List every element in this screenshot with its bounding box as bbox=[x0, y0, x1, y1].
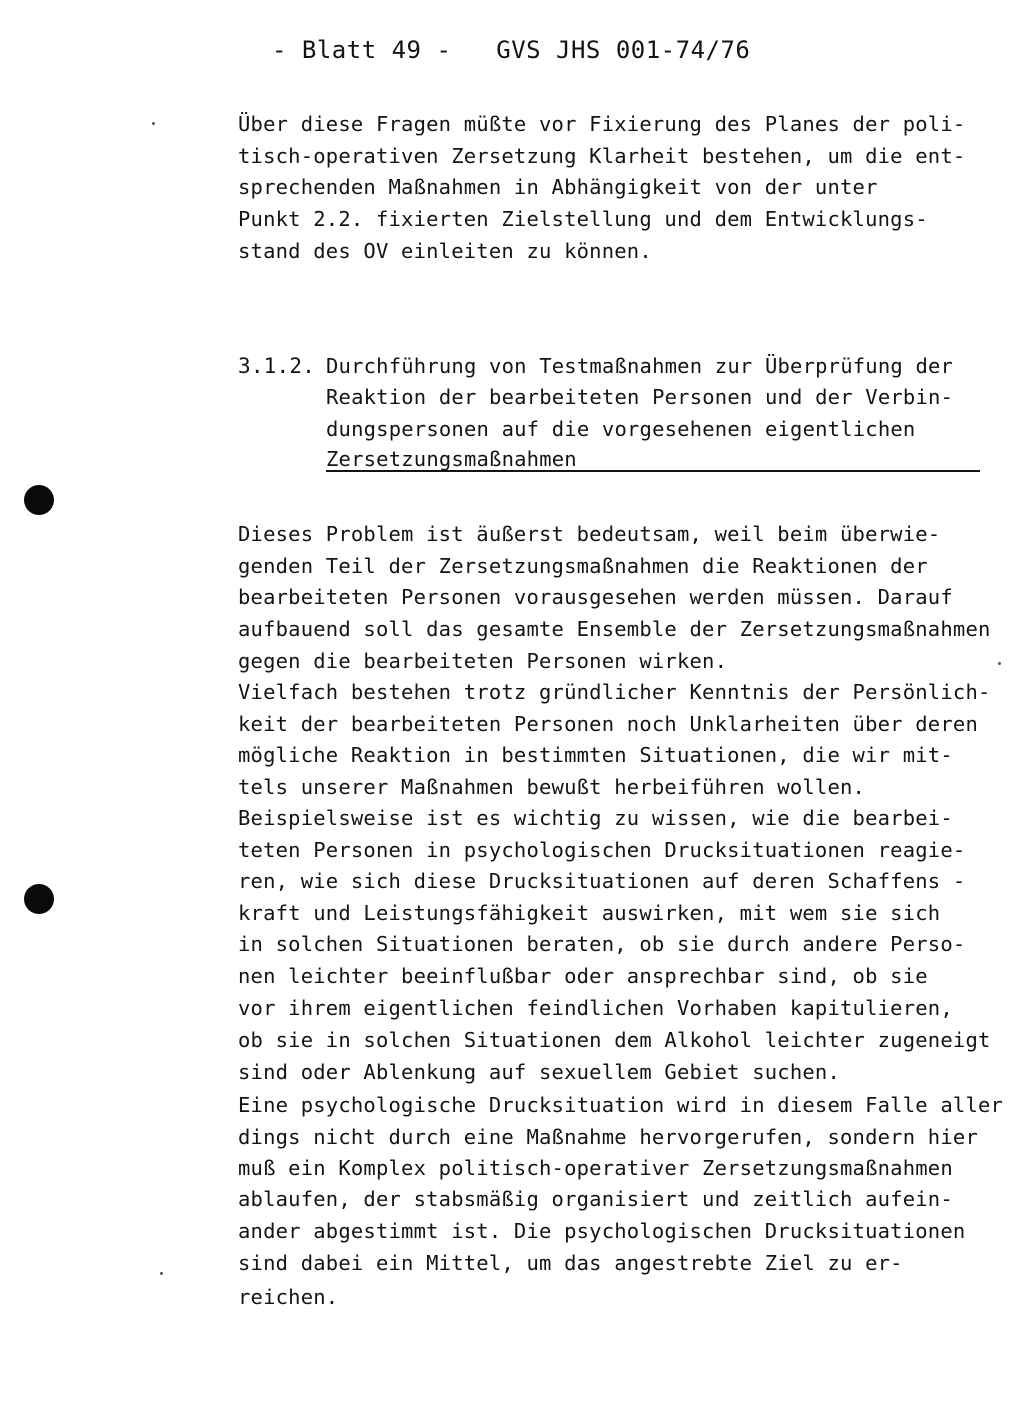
text-line: gegen die bearbeiteten Personen wirken. bbox=[238, 649, 728, 673]
text-line: nen leichter beeinflußbar oder ansprechbar sind, ob sie bbox=[238, 964, 928, 988]
text-line: vor ihrem eigentlichen feindlichen Vorhaben kapitulieren, bbox=[238, 996, 953, 1020]
text-line: in solchen Situationen beraten, ob sie durch andere Perso- bbox=[238, 932, 966, 956]
text-line: ablaufen, der stabsmäßig organisiert und zeitlich aufein- bbox=[238, 1187, 953, 1211]
heading-underline bbox=[326, 470, 980, 472]
text-line: muß ein Komplex politisch-operativer Zersetzungsmaßnahmen bbox=[238, 1156, 953, 1180]
text-line: ander abgestimmt ist. Die psychologischen Drucksituationen bbox=[238, 1219, 966, 1243]
text-line: sprechenden Maßnahmen in Abhängigkeit von der unter bbox=[238, 175, 878, 199]
text-line: bearbeiteten Personen vorausgesehen werden müssen. Darauf bbox=[238, 585, 953, 609]
punch-hole bbox=[24, 485, 54, 515]
scan-speck bbox=[152, 122, 155, 125]
scan-speck bbox=[998, 662, 1001, 665]
text-line: keit der bearbeiteten Personen noch Unklarheiten über deren bbox=[238, 712, 978, 736]
section-title-line: Durchführung von Testmaßnahmen zur Überprüfung der bbox=[326, 354, 954, 378]
section-title-line: Zersetzungsmaßnahmen bbox=[326, 447, 577, 471]
page-header: - Blatt 49 - GVS JHS 001-74/76 bbox=[272, 36, 751, 64]
text-line: kraft und Leistungsfähigkeit auswirken, mit wem sie sich bbox=[238, 901, 941, 925]
text-line: reichen. bbox=[238, 1285, 339, 1309]
punch-hole bbox=[24, 884, 54, 914]
text-line: tisch-operativen Zersetzung Klarheit bestehen, um die ent- bbox=[238, 144, 966, 168]
text-line: sind dabei ein Mittel, um das angestrebte Ziel zu er- bbox=[238, 1251, 903, 1275]
text-line: teten Personen in psychologischen Drucksituationen reagie- bbox=[238, 838, 966, 862]
text-line: Vielfach bestehen trotz gründlicher Kenntnis der Persönlich- bbox=[238, 680, 991, 704]
text-line: Beispielsweise ist es wichtig zu wissen, wie die bearbei- bbox=[238, 806, 953, 830]
text-line: Über diese Fragen müßte vor Fixierung des Planes der poli- bbox=[238, 112, 966, 136]
text-line: Punkt 2.2. fixierten Zielstellung und dem Entwicklungs- bbox=[238, 207, 928, 231]
text-line: stand des OV einleiten zu können. bbox=[238, 239, 652, 263]
scan-speck bbox=[160, 1272, 163, 1275]
section-number: 3.1.2. bbox=[238, 354, 316, 378]
text-line: Eine psychologische Drucksituation wird in diesem Falle aller bbox=[238, 1093, 1004, 1117]
section-title-line: dungspersonen auf die vorgesehenen eigentlichen bbox=[326, 417, 916, 441]
text-line: aufbauend soll das gesamte Ensemble der Zersetzungsmaßnahmen bbox=[238, 617, 991, 641]
section-title-line: Reaktion der bearbeiteten Personen und der Verbin- bbox=[326, 385, 954, 409]
text-line: ob sie in solchen Situationen dem Alkohol leichter zugeneigt bbox=[238, 1028, 991, 1052]
text-line: tels unserer Maßnahmen bewußt herbeiführen wollen. bbox=[238, 775, 866, 799]
text-line: mögliche Reaktion in bestimmten Situationen, die wir mit- bbox=[238, 743, 953, 767]
text-line: genden Teil der Zersetzungsmaßnahmen die Reaktionen der bbox=[238, 554, 928, 578]
text-line: sind oder Ablenkung auf sexuellem Gebiet suchen. bbox=[238, 1060, 841, 1084]
text-line: Dieses Problem ist äußerst bedeutsam, weil beim überwie- bbox=[238, 522, 941, 546]
text-line: dings nicht durch eine Maßnahme hervorgerufen, sondern hier bbox=[238, 1125, 978, 1149]
text-line: ren, wie sich diese Drucksituationen auf deren Schaffens - bbox=[238, 869, 966, 893]
